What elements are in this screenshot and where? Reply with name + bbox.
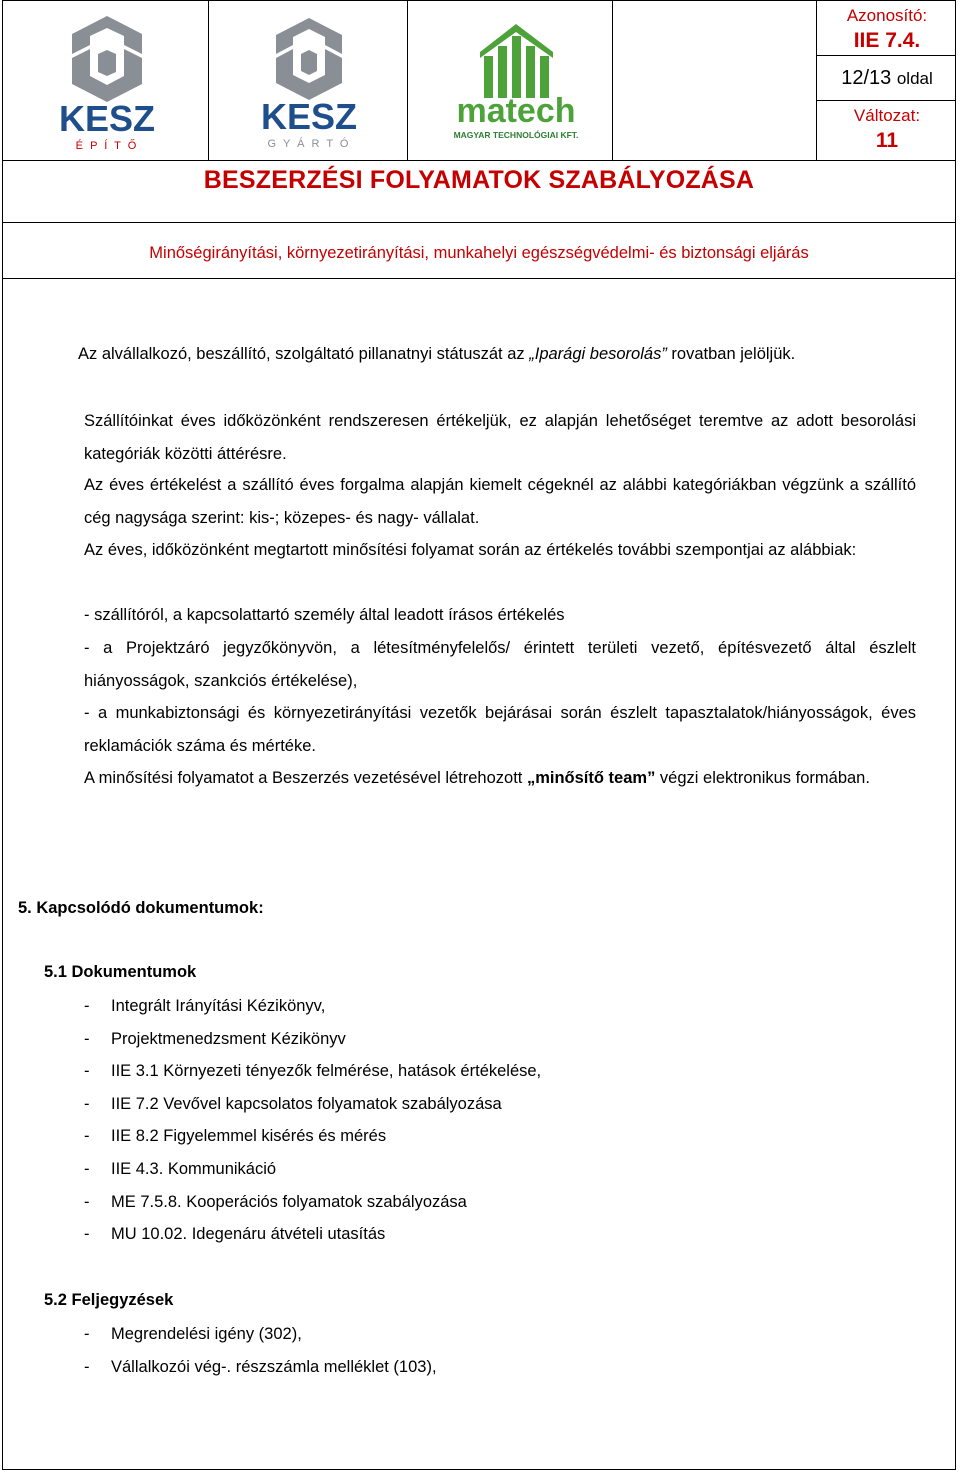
page-number <box>818 67 956 90</box>
kesz-wordmark: KESZ <box>260 96 358 137</box>
records-list <box>84 1318 437 1383</box>
divider <box>2 160 956 161</box>
paragraph-evaluation: Szállítóinkat éves időközönként rendszeresen értékeljük, ez alapján lehetőséget teremtve az adott besorolási kategóriák közötti áttérésre. <box>84 412 916 463</box>
paragraph-status <box>78 338 938 371</box>
divider <box>2 278 956 279</box>
list-item: - Integrált Irányítási Kézikönyv, <box>84 990 541 1023</box>
list-item: - IIE 4.3. Kommunikáció <box>84 1153 541 1186</box>
text: Az alvállalkozó, beszállító, szolgáltató pillanatnyi státuszát az <box>78 345 530 363</box>
kesz-epito-logo <box>12 6 202 156</box>
paragraph-criteria-1: - szállítóról, a kapcsolattartó személy által leadott írásos értékelés <box>84 606 565 624</box>
document-title: BESZERZÉSI FOLYAMATOK SZABÁLYOZÁSA <box>203 166 755 194</box>
paragraph-criteria: Az éves, időközönként megtartott minősítési folyamat során az értékelés további szempontjai az alábbiak: <box>84 541 857 559</box>
azonosito-label: Azonosító: <box>846 6 928 25</box>
matech-caption: MAGYAR TECHNOLÓGIAI KFT. <box>453 130 579 140</box>
azonosito-value: IIE 7.4. <box>853 29 921 52</box>
paragraph-categories: Az éves értékelést a szállító éves forgalma alapján kiemelt cégeknél az alábbi kategóriákban végzünk a szállító cég nagysága szerint: kis-; közepes- és nagy- vállalat. <box>84 476 916 527</box>
list-item: - Vállalkozói vég-. részszámla melléklet (103), <box>84 1351 437 1384</box>
page-word: oldal <box>896 69 933 88</box>
document-subtitle: Minőségirányítási, környezetirányítási, munkahelyi egészségvédelmi- és biztonsági eljárás <box>149 244 809 262</box>
text: végzi elektronikus formában. <box>655 769 870 787</box>
emphasis: „minősítő team” <box>526 769 656 787</box>
divider <box>407 0 408 160</box>
text: A minősítési folyamatot a Beszerzés vezetésével létrehozott <box>84 769 527 787</box>
page-number-value: 12/13 <box>841 67 892 89</box>
kesz-wordmark: KESZ <box>58 98 156 139</box>
kesz-gyarto-logo <box>214 6 404 156</box>
kesz-epito-caption: É P Í T Ő <box>75 140 139 152</box>
paragraph-criteria-3: - a munkabiztonsági és környezetirányítási vezetők bejárásai során észlelt tapasztalatok/hiányosságok, éves reklamációk száma és mértéke. <box>84 704 916 755</box>
valtozat-value: 11 <box>875 129 899 152</box>
divider <box>2 222 956 223</box>
valtozat-label: Változat: <box>853 106 921 125</box>
documents-list <box>84 990 541 1251</box>
document-header <box>2 0 956 278</box>
matech-wordmark: matech <box>456 92 576 130</box>
divider <box>816 55 956 56</box>
section-5-heading: 5. Kapcsolódó dokumentumok: <box>18 899 264 917</box>
divider <box>816 100 956 101</box>
text: rovatban jelöljük. <box>666 345 796 363</box>
kesz-gyarto-caption: G Y Á R T Ó <box>267 138 351 150</box>
list-item: - ME 7.5.8. Kooperációs folyamatok szabályozása <box>84 1186 541 1219</box>
divider <box>208 0 209 160</box>
list-item: - MU 10.02. Idegenáru átvételi utasítás <box>84 1218 541 1251</box>
divider <box>816 0 817 160</box>
list-item: - IIE 7.2 Vevővel kapcsolatos folyamatok szabályozása <box>84 1088 541 1121</box>
list-item: - Projektmenedzsment Kézikönyv <box>84 1023 541 1056</box>
section-5-1-heading: 5.1 Dokumentumok <box>44 963 197 981</box>
matech-logo <box>418 6 608 156</box>
section-5-2-heading: 5.2 Feljegyzések <box>44 1291 174 1309</box>
paragraph-team <box>84 762 916 795</box>
list-item: - IIE 8.2 Figyelemmel kisérés és mérés <box>84 1120 541 1153</box>
list-item: - IIE 3.1 Környezeti tényezők felmérése, hatások értékelése, <box>84 1055 541 1088</box>
emphasis: „Iparági besorolás” <box>529 345 667 363</box>
paragraph-criteria-2: - a Projektzáró jegyzőkönyvön, a létesítményfelelős/ érintett területi vezető, építésvezető által észlelt hiányosságok, szankciós értékelése), <box>84 639 916 690</box>
divider <box>612 0 613 160</box>
list-item: - Megrendelési igény (302), <box>84 1318 437 1351</box>
